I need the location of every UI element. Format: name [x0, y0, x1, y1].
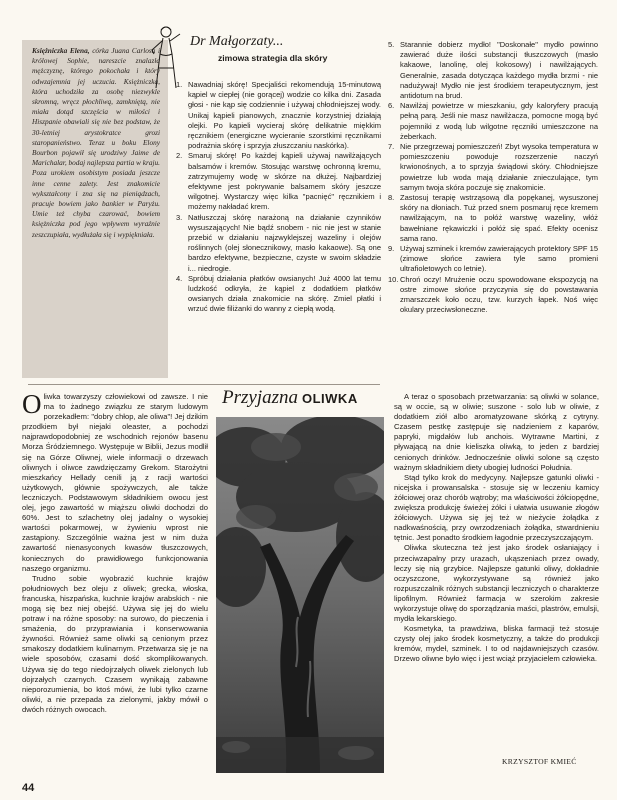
section-divider	[28, 384, 380, 385]
olive-title-italic: Przyjazna	[222, 387, 298, 408]
olive-paragraph	[22, 392, 208, 574]
olive-tree-photo	[216, 417, 384, 773]
tip-number: 5.	[388, 40, 395, 49]
tip-text: Smaruj skórę! Po każdej kąpieli używaj nawilżających balsamów i kremów. Stosując warstwę ochronną kremu, zatrzymujemy wodę w skórze na dłużej. Najbardziej efektywne jest pokrywanie balsamem skóry jeszcze wilgotnej. Wystarczy więc kilka "pacnięć" ręcznikiem i możemy nakładać krem.	[188, 151, 381, 212]
tip-number: 6.	[388, 101, 395, 111]
tip-text: Zastosuj terapię wstrząsową dla popękanej, wysuszonej skóry na dłoniach. Tuż przed snem posmaruj ręce kremem nawilżającym, na to połóż warstwę wazeliny, włóż bawełniane rękawiczki i połóż się spać. Efekty ocenisz sama rano.	[400, 193, 598, 243]
olive-paragraph: Oliwka skuteczna też jest jako środek osłaniający i przeciwzapalny przy urazach, ukąszeniach przez owady, leczy się nią grzybice. Najlepsze gatunki oliwy, dokładnie oczyszczone, wykorzystywane są również jako rozpuszczalnik różnych substancji leczniczych o charakterze lipofilnym. Również farmacja w szerokim zakresie wykorzystuje oliwę do sporządzania maści, plastrów, emulsji, mydła lekarskiego.	[394, 543, 599, 624]
tip-item	[388, 40, 598, 101]
tip-number: 1.	[176, 80, 183, 89]
olive-paragraph: A teraz o sposobach przetwarzania: są oliwki w solance, są w occie, są w oliwie; suszone - solo lub w oliwie, z dodatkiem ziół albo aromatyzowane skórką z cytryny. Czasem pestkę zastępuje się nadzieniem z kaparów, papryki, migdałów lub anchois. Wytrawne Martini, z pływającą na dnie kieliszka oliwką, to jeden z bardziej cenionych drinków. Jednocześnie oliwki solone są często ważnym składnikiem diety ubogiej ludności Południa.	[394, 392, 599, 472]
tip-text: Natłuszczaj skórę narażoną na działanie czynników wysuszających! Nie bądź snobem - nic nie jest w stanie przebić w działaniu najzwyklejszej wazeliny i olejów roślinnych (olej słonecznikowy, masło kakaowe). Są one bardzo efektywne, bezpieczne, czyste w swoim składzie i... niedrogie.	[188, 212, 381, 273]
drop-cap: O	[22, 392, 42, 419]
olive-column-1	[22, 392, 208, 772]
tip-text: Nawilżaj powietrze w mieszkaniu, gdy kaloryfery pracują pełną parą. Jeśli nie masz nawilżacza, pomocne mogą być pojemniki z wodą lub wilgotne ręczniki umieszczone na żeberkach.	[400, 101, 598, 141]
tip-text: Starannie dobierz mydło! "Doskonałe" mydło powinno zawierać duże ilości substancji tłuszczowych (masło kakaowe, lanolinę, olej kokosowy) i nawilżających. Generalnie, zasada dotycząca każdego mydła brzmi - nie nadużywaj! Mydło nie jest środkiem terapeutycznym, jest antidotum na brud.	[400, 40, 598, 101]
sidebar-text	[32, 46, 160, 240]
tip-item	[388, 193, 598, 244]
olive-title-bold: OLIWKA	[302, 391, 358, 406]
tips-subtitle: zimowa strategia dla skóry	[218, 53, 328, 63]
olive-paragraph: Kosmetyka, ta prawdziwa, bliska farmacji też stosuje czysty olej jako środek kosmetyczny, a także do produkcji kremów, mydeł, szminek. I to od najdawniejszych czasów. Drzewo oliwne było więc i jest wciąż przyjacielem człowieka.	[394, 624, 599, 664]
tip-text: Spróbuj działania płatków owsianych! Już 4000 lat temu ludzkość odkryła, że kąpiel z dodatkiem płatków owsianych działa znakomicie na skórę. Zmiel płatki i wrzuć dwie filiżanki do wanny z ciepłą wodą.	[188, 273, 381, 314]
tip-number: 3.	[176, 212, 183, 222]
tip-text: Chroń oczy! Mrużenie oczu spowodowane ekspozycją na ostre zimowe słońce przyczynia się do powstawania zmarszczek koło oczu, tzw. kurzych łapek. Noś więc okulary przeciwsłoneczne.	[400, 274, 598, 315]
page-number: 44	[22, 782, 35, 794]
olive-column-2	[394, 392, 599, 754]
tip-item	[388, 101, 598, 142]
tip-text: Używaj szminek i kremów zawierających protektory SPF 15 (zimowe słońce zawiera tyle samo promieni ultrafioletowych co letnie).	[400, 244, 598, 274]
tip-number: 8.	[388, 193, 395, 203]
tip-number: 7.	[388, 142, 395, 152]
sidebar-box	[22, 40, 168, 378]
tips-title: Dr Małgorzaty...	[190, 34, 284, 49]
tips-column-2	[388, 40, 598, 395]
tip-text: Nawadniaj skórę! Specjaliści rekomendują 15-minutową kąpiel w ciepłej (nie gorącej) wodzie co kilka dni. Zasada głosi - nie kąp się codziennie i używaj chłodniejszej wody. Unikaj kąpieli pianowych, znacznie korzystniej działają olejki. Po kąpieli wycieraj skórę delikatnie miękkim ręcznikiem (energiczne wycieranie szorstkimi ręcznikami podrażnia skórę i sprzyja złuszczaniu naskórka).	[188, 80, 381, 151]
olive-tree-image	[216, 417, 384, 773]
article-author: KRZYSZTOF KMIEĆ	[502, 757, 577, 766]
tip-item	[388, 244, 598, 275]
tip-item	[176, 213, 381, 274]
olive-paragraph: Trudno sobie wyobrazić kuchnie krajów południowych bez oleju z oliwek; grecka, włoska, francuska, hiszpańska, kuchnie krajów arabskich - nie mogą się bez niej obejść. Używa się jej do wielu potraw i na różne sposoby: na surowo, do pieczenia i smażenia, do przyprawiania i konserwowania żywności. Również same oliwki są cenionym przez smakoszy dodatkiem kulinarnym. Przetwarza się je na wiele sposobów, czasami dość skomplikowanych. Używa się do tego niedojrzałych oliwek zielonych lub dojrzałych czarnych. Czasem wynikają zabawne nieporozumienia, bo ktoś mówi, że lubi tylko czarne oliwki, a nie przepada za zielonymi, jakby mówił o dwóch różnych owocach.	[22, 573, 208, 714]
tip-number: 2.	[176, 151, 183, 161]
sidebar-lead: Księżniczka Elena,	[32, 46, 90, 55]
sidebar-body: córka Juana Carlosa i królowej Sophie, nareszcie znalazła mężczyznę, którego pokochała i który odwzajemnia jej uczucia. Księżniczka, która uchodziła za osobę niezwykle skromną, wręcz płochliwą, zamkniętą, nie miała dotąd szczęścia w miłości i Hiszpanie obawiali się nie bez podstaw, że 30-letniej arystokratce grozi staropanieństwo. Teraz u boku Elony Bourbon pojawił się urodziwy Jaime de Marichalar, bodaj najlepsza partia w kraju. Poza urokiem osobistym posiada jeszcze inne cenne zalety. Jest znakomicie wykształcony i zna się na pieniądzach, pracuje bowiem jako bankier w Paryżu. Umie też chyba czarować, bowiem księżniczka pod jego wpływem wyraźnie zeszczupiała, wydłużała się i wypiękniała.	[32, 46, 161, 239]
tip-item	[176, 274, 381, 315]
tip-item	[176, 80, 381, 151]
tip-item	[388, 142, 598, 193]
tip-item	[388, 275, 598, 316]
tip-number: 10.	[388, 274, 399, 284]
tip-number: 9.	[388, 244, 395, 254]
olive-paragraph: Stąd tylko krok do medycyny. Najlepsze gatunki oliwki - nicejska i prowansalska - stosuje się w leczeniu kamicy żółciowej oraz chorób wątroby; ma właściwości żółciopędne, zwiększa produkcję świeżej żółci i ułatwia usuwanie złogów żółciowych. Używa się jej też w nieżycie żołądka z nadkwaśnością, przy owrzodzeniach żołądka, stwardnieniu tętnic. Jest ponadto środkiem łagodnie przeczyszczającym.	[394, 472, 599, 543]
tip-text: Nie przegrzewaj pomieszczeń! Zbyt wysoka temperatura w pomieszczeniu powoduje rozszerzenie naczyń krwionośnych, a to sprzyja świądowi skóry. Chłodniejsze powietrze lub woda mają działanie znieczulające, tym samym twoja skóra poczuje się znakomicie.	[400, 142, 598, 192]
tips-column-1	[176, 80, 381, 382]
tip-item	[176, 151, 381, 212]
olive-title	[222, 387, 358, 409]
olive-intro: liwka towarzyszy człowiekowi od zawsze. I nie ma to żadnego związku ze starym ludowym porzekadłem: "dobry chłop, ale oliwa"! Jej dzikim przodkiem był niejaki oleaster, a pochodzi najprawdopodobniej ze wschodnich rejonów basenu Morza Śródziemnego. Występuje w Biblii, Jezus modlił się na Górze Oliwnej, wiele informacji o drzewach oliwnych i oliwce zawdzięczamy Grekom. Starożytni mieszkańcy Hellady cenili ją z racji wartości użytkowych, głównie spożywczych, ale także leczniczych. Podstawowym składnikiem owocu jest olej, jego zawartość w miąższu oliwki dochodzi do 60%. Jest to szlachetny olej jadalny o wysokiej wartości pokarmowej, w żywieniu wprost nie zastąpiony. Szczególnie ważna jest w nim duża zawartość nienasyconych kwasów tłuszczowych, koniecznych do prawidłowego funkcjonowania naszego organizmu.	[22, 392, 208, 573]
tip-number: 4.	[176, 273, 183, 283]
